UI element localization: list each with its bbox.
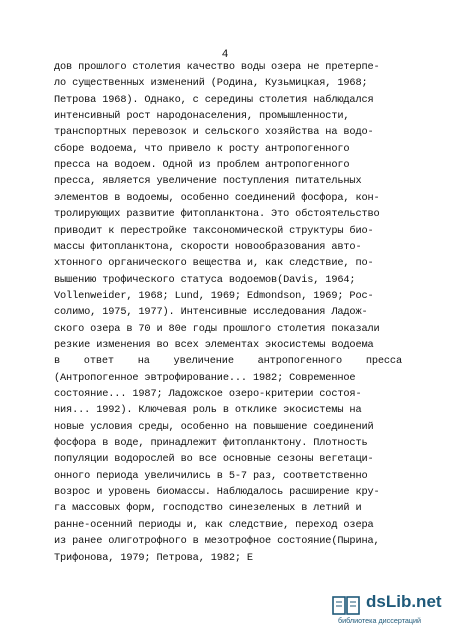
text-line: новые условия среды, особенно на повышение соединений <box>54 420 374 433</box>
text-line: транспортных перевозок и сельского хозяйства на водо- <box>54 126 374 139</box>
text-line: вышению трофического статуса водоемов(Davis, 1964; <box>54 273 356 286</box>
text-line: массы фитопланктона, скорости новообразования авто- <box>54 240 362 253</box>
dslib-logo-icon <box>332 594 362 616</box>
dslib-watermark <box>332 592 442 628</box>
text-line: га массовых форм, господство синезеленых в летний и <box>54 502 362 515</box>
text-line: ранне-осенний периоды и, как следствие, переход озера <box>54 518 374 531</box>
text-line: Vollenweider, 1968; Lund, 1969; Edmondson, 1969; Рос- <box>54 289 374 302</box>
text-line: резкие изменения во всех элементах экосистемы водоема <box>54 338 374 351</box>
watermark-brand: dsLib.net <box>366 592 442 611</box>
text-line: ния... 1992). Ключевая роль в отклике экосистемы на <box>54 404 362 417</box>
text-line: хтонного органического вещества и, как следствие, по- <box>54 257 374 270</box>
text-line: состояние... 1987; Ладожское озеро-критерии состоя- <box>54 388 362 400</box>
text-line: ского озера в 70 и 80е годы прошлого столетия показали <box>54 322 380 335</box>
text-line: приводит к перестройке таксономической структуры био- <box>54 224 374 237</box>
text-line: (Антропогенное эвтрофирование... 1982; Современное <box>54 371 356 384</box>
text-line: тролирующих развитие фитопланктона. Это обстоятельство <box>54 208 380 221</box>
text-line: сборе водоема, что привело к росту антропогенного <box>54 142 350 155</box>
text-line: онного периода увеличились в 5-7 раз, соответственно <box>54 469 368 482</box>
text-line: возрос и уровень биомассы. Наблюдалось расширение кру- <box>54 486 380 499</box>
text-line: в ответ на увеличение антропогенного пресса <box>54 355 402 368</box>
text-line: элементов в водоемы, особенно соединений фосфора, кон- <box>54 191 380 204</box>
text-line: Петрова 1968). Однако, с середины столетия наблюдался <box>54 93 374 106</box>
text-line: пресса, является увеличение поступления питательных <box>54 175 362 188</box>
text-line: интенсивный рост народонаселения, промышленности, <box>54 110 350 123</box>
watermark-tagline: библиотека диссертаций <box>338 616 422 625</box>
text-line: из ранее олиготрофного в мезотрофное состояние(Пырина, <box>54 535 380 548</box>
text-line: популяции водорослей во все основные сезоны вегетаци- <box>54 453 374 466</box>
page-number: 4 <box>221 49 229 61</box>
text-line: пресса на водоем. Одной из проблем антропогенного <box>54 159 350 172</box>
text-line: ло существенных изменений (Родина, Кузьмицкая, 1968; <box>54 77 368 90</box>
text-line: фосфора в воде, принадлежит фитопланктону. Плотность <box>54 437 368 450</box>
text-line: Трифонова, 1979; Петрова, 1982; E <box>54 551 253 564</box>
text-line: дов прошлого столетия качество воды озера не претерпе- <box>54 61 380 73</box>
text-line: солимо, 1975, 1977). Интенсивные исследования Ладож- <box>54 306 368 319</box>
